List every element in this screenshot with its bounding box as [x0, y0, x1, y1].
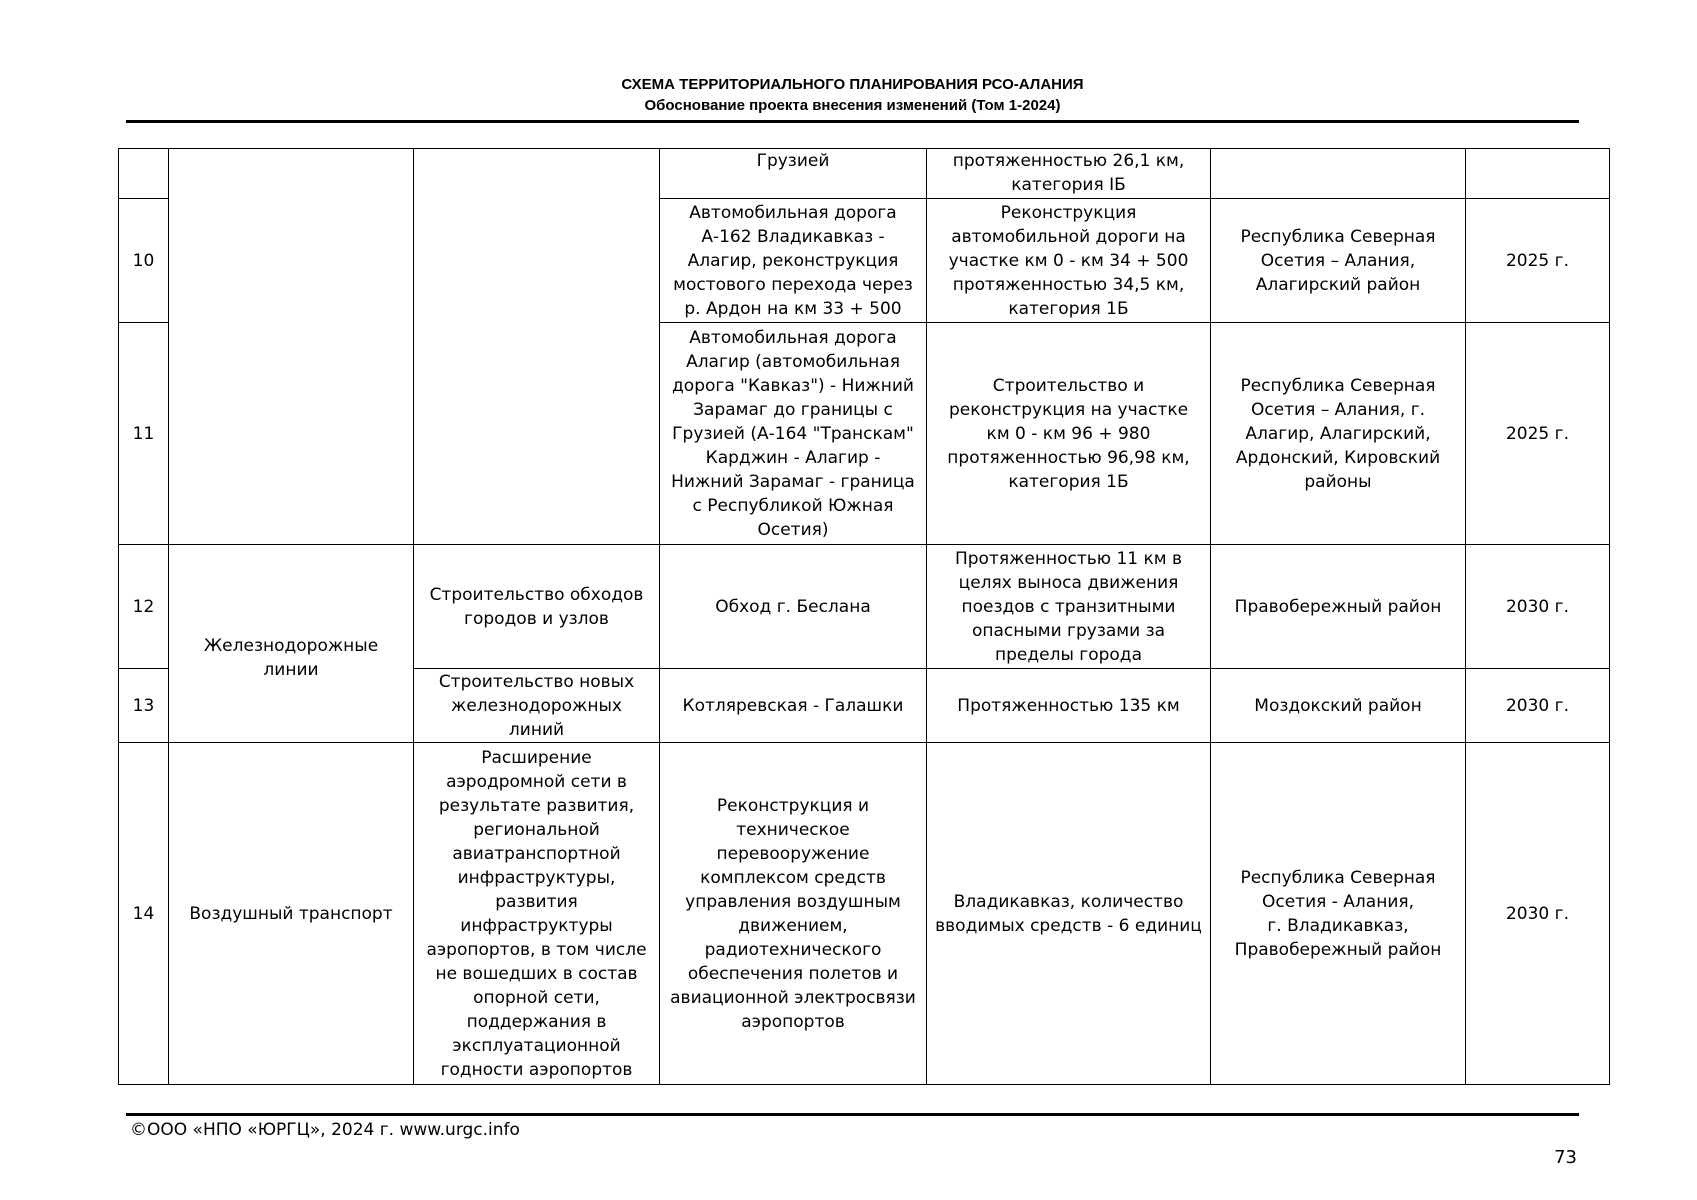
cell-object: Реконструкция и техническое перевооружение комплексом средств управления воздушным движением, радиотехнического обеспечения полетов и авиационной электросвязи аэропортов: [660, 743, 927, 1085]
table-row-continued: [119, 149, 1610, 199]
table-row: [119, 545, 1610, 669]
cell-year: 2030 г.: [1466, 743, 1610, 1085]
cell-category: Воздушный транспорт: [169, 743, 414, 1085]
cell-year: [1466, 149, 1610, 199]
cell-num: 14: [119, 743, 169, 1085]
cell-measure: [414, 149, 660, 545]
cell-object: Грузией: [660, 149, 927, 199]
cell-location: Республика Северная Осетия – Алания, г. Алагир, Алагирский, Ардонский, Кировский районы: [1211, 323, 1466, 545]
cell-characteristics: Строительство и реконструкция на участке км 0 - км 96 + 980 протяженностью 96,98 км, категория 1Б: [927, 323, 1211, 545]
location-line: Осетия - Алания,: [1261, 891, 1414, 912]
cell-location: Правобережный район: [1211, 545, 1466, 669]
cell-object: Автомобильная дорога А-162 Владикавказ - Алагир, реконструкция мостового перехода через р. Ардон на км 33 + 500: [660, 199, 927, 323]
document-title: СХЕМА ТЕРРИТОРИАЛЬНОГО ПЛАНИРОВАНИЯ РСО-АЛАНИЯ: [621, 76, 1084, 93]
cell-object: Котляревская - Галашки: [660, 669, 927, 743]
page-header: [126, 74, 1579, 116]
footer-copyright: ©ООО «НПО «ЮРГЦ», 2024 г. www.urgc.info: [130, 1120, 520, 1140]
cell-year: 2030 г.: [1466, 669, 1610, 743]
document-subtitle: Обоснование проекта внесения изменений (Том 1-2024): [644, 97, 1061, 114]
cell-characteristics: Владикавказ, количество вводимых средств - 6 единиц: [927, 743, 1211, 1085]
footer-rule: [126, 1113, 1579, 1116]
cell-characteristics: протяженностью 26,1 км, категория IБ: [927, 149, 1211, 199]
cell-year: 2030 г.: [1466, 545, 1610, 669]
cell-location: [1211, 743, 1466, 1085]
cell-location: [1211, 149, 1466, 199]
cell-measure: Строительство новых железнодорожных линий: [414, 669, 660, 743]
location-line: г. Владикавказ,: [1267, 915, 1409, 936]
cell-num: [119, 149, 169, 199]
cell-num: 11: [119, 323, 169, 545]
cell-measure: Расширение аэродромной сети в результате развития, региональной авиатранспортной инфраструктуры, развития инфраструктуры аэропортов, в том числе не вошедших в состав опорной сети, поддержания в эксплуатационной годности аэропортов: [414, 743, 660, 1085]
cell-category: [169, 149, 414, 545]
location-line: Республика Северная: [1240, 867, 1436, 888]
cell-location: Моздокский район: [1211, 669, 1466, 743]
cell-object: Обход г. Беслана: [660, 545, 927, 669]
objects-table: [118, 148, 1610, 1085]
cell-characteristics: Протяженностью 11 км в целях выноса движения поездов с транзитными опасными грузами за пределы города: [927, 545, 1211, 669]
cell-characteristics: Протяженностью 135 км: [927, 669, 1211, 743]
cell-measure: Строительство обходов городов и узлов: [414, 545, 660, 669]
page-number: 73: [1554, 1147, 1577, 1168]
cell-year: 2025 г.: [1466, 323, 1610, 545]
cell-location: Республика Северная Осетия – Алания, Алагирский район: [1211, 199, 1466, 323]
header-rule: [126, 120, 1579, 123]
cell-year: 2025 г.: [1466, 199, 1610, 323]
cell-num: 12: [119, 545, 169, 669]
cell-object: Автомобильная дорога Алагир (автомобильная дорога "Кавказ") - Нижний Зарамаг до границы с Грузией (А-164 "Транскам" Карджин - Алагир - Нижний Зарамаг - граница с Республикой Южная Осетия): [660, 323, 927, 545]
cell-num: 13: [119, 669, 169, 743]
cell-characteristics: Реконструкция автомобильной дороги на участке км 0 - км 34 + 500 протяженностью 34,5 км, категория 1Б: [927, 199, 1211, 323]
cell-num: 10: [119, 199, 169, 323]
cell-category: Железнодорожные линии: [169, 545, 414, 743]
table-row: [119, 743, 1610, 1085]
location-line: Правобережный район: [1234, 939, 1442, 960]
